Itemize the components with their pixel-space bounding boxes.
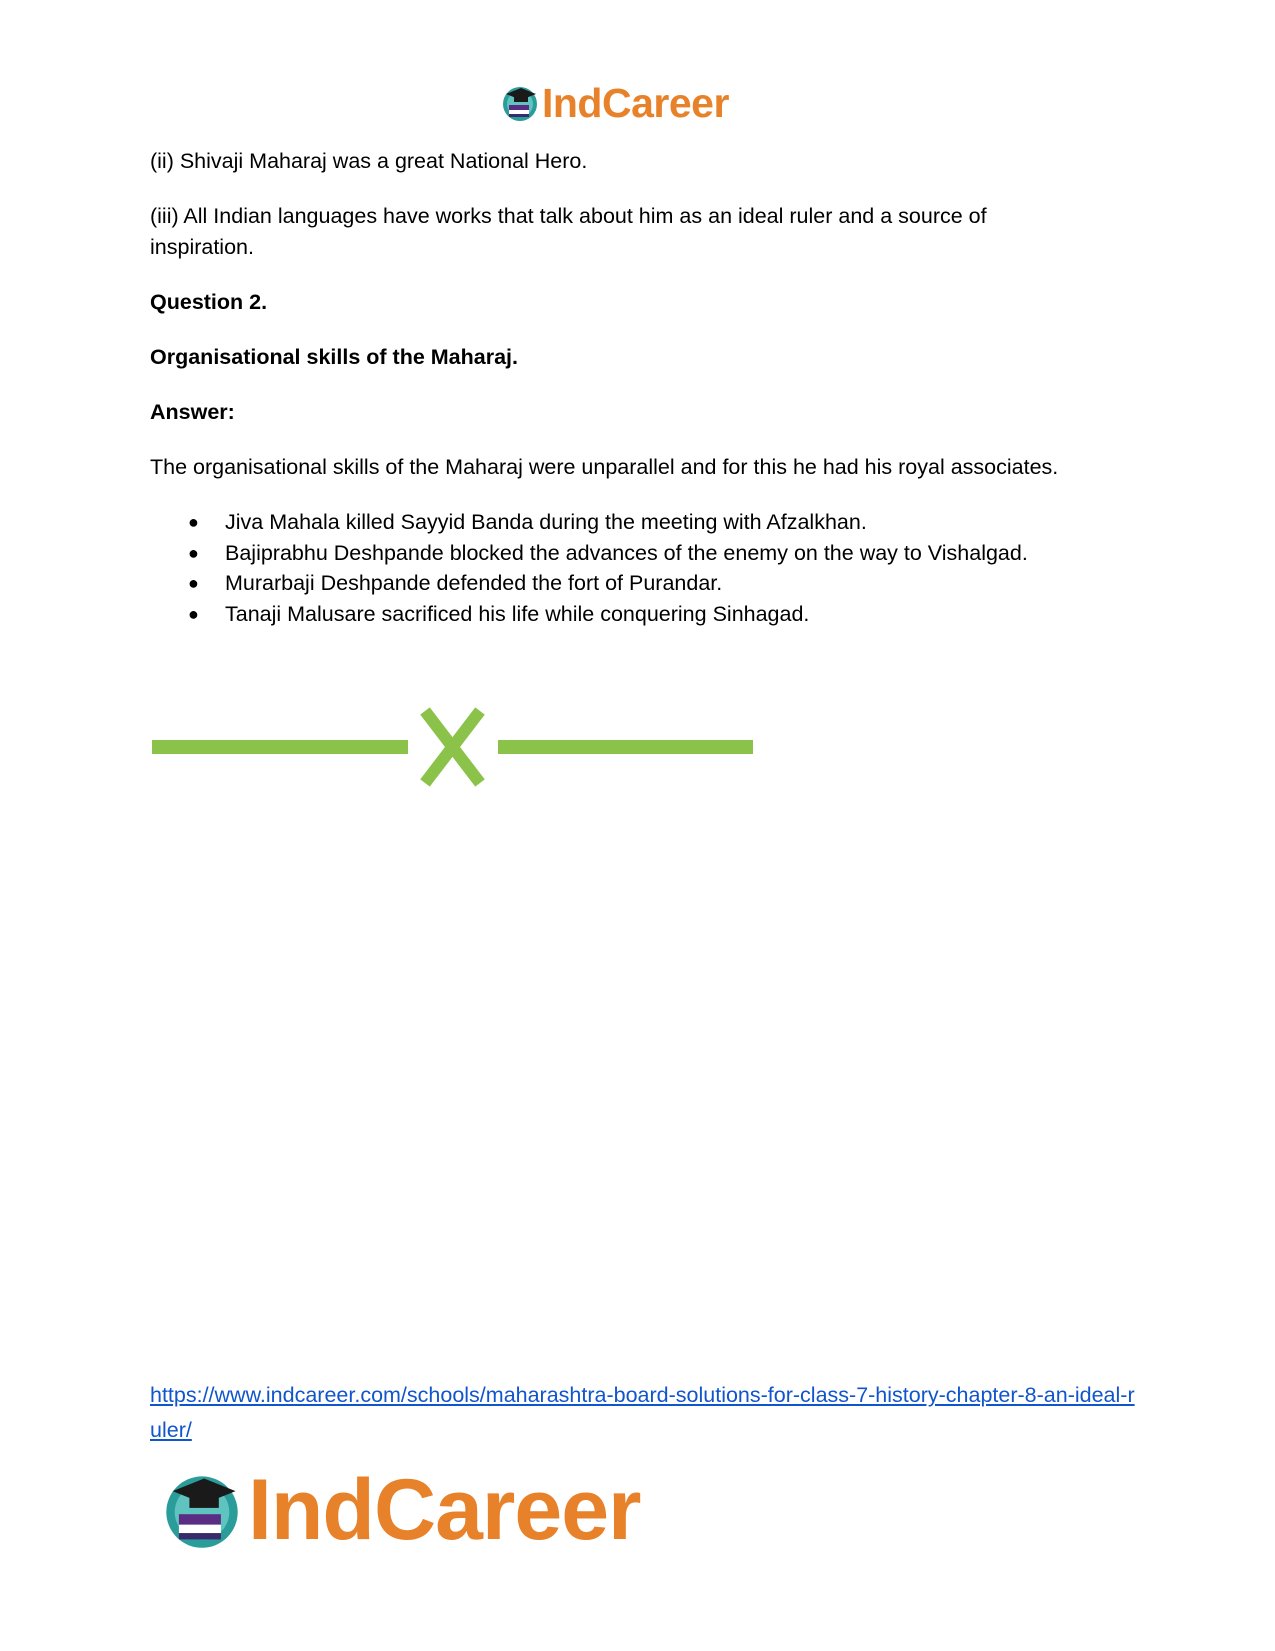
list-item [150,538,1140,569]
list-item-text: Tanaji Malusare sacrificed his life while conquering Sinhagad. [225,601,810,626]
question-text: Organisational skills of the Maharaj. [150,345,518,369]
paragraph: (ii) Shivaji Maharaj was a great National Hero. [150,149,588,173]
header-logo [500,78,729,128]
bullet-icon: ● [188,573,199,593]
list-item [150,507,1140,538]
logo-text: IndCareer [248,1461,641,1558]
graduation-cap-globe-icon [160,1468,244,1552]
logo-text: IndCareer [542,79,729,126]
bullet-icon: ● [188,512,199,532]
document-body [150,146,1140,629]
question-label: Question 2. [150,290,268,314]
bullet-icon: ● [188,603,199,624]
bullet-icon: ● [188,542,199,563]
paragraph: (iii) All Indian languages have works that talk about him as an ideal ruler and a source of inspiration. [150,204,987,259]
list-item [150,568,1140,599]
list-item-text: Murarbaji Deshpande defended the fort of Purandar. [225,571,723,595]
answer-label: Answer: [150,400,235,424]
source-url-link[interactable]: https://www.indcareer.com/schools/maharashtra-board-solutions-for-class-7-history-chapter-8-an-ideal-ruler/ [150,1383,1135,1442]
answer-intro: The organisational skills of the Maharaj were unparallel and for this he had his royal associates. [150,455,1059,479]
list-item-text: Jiva Mahala killed Sayyid Banda during the meeting with Afzalkhan. [225,510,867,534]
graduation-cap-globe-icon [500,83,540,123]
x-mark-icon [425,711,480,783]
list-item [150,599,1140,630]
bullet-list [150,507,1140,629]
list-item-text: Bajiprabhu Deshpande blocked the advances of the enemy on the way to Vishalgad. [225,540,1028,565]
footer-logo [160,1461,641,1558]
section-divider [150,707,755,787]
